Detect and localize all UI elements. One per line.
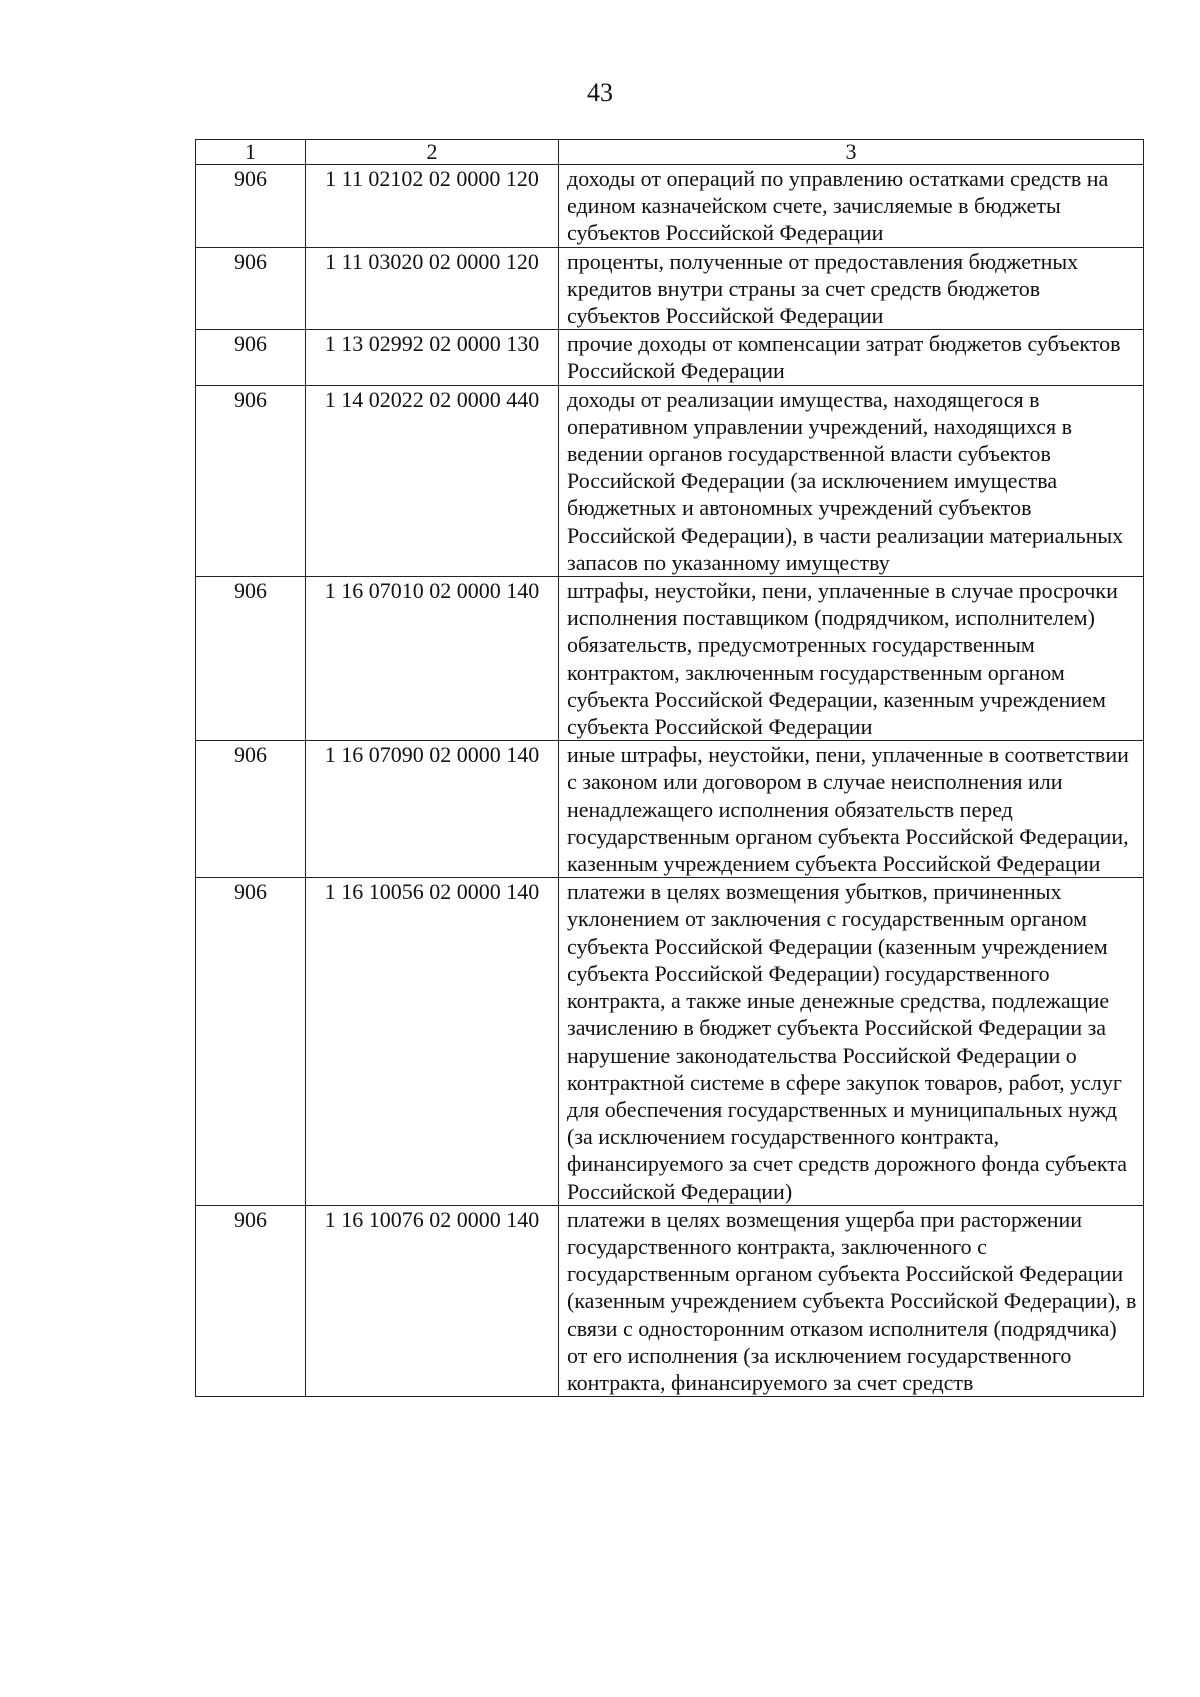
description-cell: иные штрафы, неустойки, пени, уплаченные в соответствии с законом или договором в случае неисполнения или ненадлежащего исполнения обязательств перед государственным органом субъекта Российской Федерации, казенным учреждением субъекта Российской Федерации xyxy=(559,741,1144,878)
table-row xyxy=(196,247,1144,330)
description-cell: платежи в целях возмещения ущерба при расторжении государственного контракта, заключенного с государственным органом субъекта Российской Федерации (казенным учреждением субъекта Российской Федерации), в связи с односторонним отказом исполнителя (подрядчика) от его исполнения (за исключением государственного контракта, финансируемого за счет средств xyxy=(559,1205,1144,1396)
table-header-row xyxy=(196,140,1144,165)
description-cell: штрафы, неустойки, пени, уплаченные в случае просрочки исполнения поставщиком (подрядчиком, исполнителем) обязательств, предусмотренных государственным контрактом, заключенным государственным органом субъекта Российской Федерации, казенным учреждением субъекта Российской Федерации xyxy=(559,577,1144,741)
budget-code-cell: 1 16 07010 02 0000 140 xyxy=(306,577,559,741)
page-number: 43 xyxy=(587,78,613,107)
admin-code-cell: 906 xyxy=(196,247,306,330)
table-row xyxy=(196,741,1144,878)
description-cell: прочие доходы от компенсации затрат бюджетов субъектов Российской Федерации xyxy=(559,330,1144,385)
budget-code-cell: 1 11 03020 02 0000 120 xyxy=(306,247,559,330)
budget-code-cell: 1 16 10076 02 0000 140 xyxy=(306,1205,559,1396)
table-row xyxy=(196,1205,1144,1396)
budget-code-cell: 1 16 07090 02 0000 140 xyxy=(306,741,559,878)
description-cell: доходы от реализации имущества, находящегося в оперативном управлении учреждений, находящихся в ведении органов государственной власти субъектов Российской Федерации (за исключением имущества бюджетных и автономных учреждений субъектов Российской Федерации), в части реализации материальных запасов по указанному имуществу xyxy=(559,385,1144,576)
description-cell: платежи в целях возмещения убытков, причиненных уклонением от заключения с государственным органом субъекта Российской Федерации (казенным учреждением субъекта Российской Федерации) государственного контракта, а также иные денежные средства, подлежащие зачислению в бюджет субъекта Российской Федерации за нарушение законодательства Российской Федерации о контрактной системе в сфере закупок товаров, работ, услуг для обеспечения государственных и муниципальных нужд (за исключением государственного контракта, финансируемого за счет средств дорожного фонда субъекта Российской Федерации) xyxy=(559,878,1144,1205)
table-row xyxy=(196,165,1144,248)
admin-code-cell: 906 xyxy=(196,330,306,385)
description-cell: доходы от операций по управлению остатками средств на едином казначейском счете, зачисляемые в бюджеты субъектов Российской Федерации xyxy=(559,165,1144,248)
budget-code-cell: 1 11 02102 02 0000 120 xyxy=(306,165,559,248)
description-cell: проценты, полученные от предоставления бюджетных кредитов внутри страны за счет средств бюджетов субъектов Российской Федерации xyxy=(559,247,1144,330)
column-header-2: 2 xyxy=(306,140,559,165)
budget-code-cell: 1 13 02992 02 0000 130 xyxy=(306,330,559,385)
admin-code-cell: 906 xyxy=(196,385,306,576)
admin-code-cell: 906 xyxy=(196,741,306,878)
admin-code-cell: 906 xyxy=(196,1205,306,1396)
table-row xyxy=(196,330,1144,385)
column-header-1: 1 xyxy=(196,140,306,165)
budget-code-cell: 1 14 02022 02 0000 440 xyxy=(306,385,559,576)
column-header-3: 3 xyxy=(559,140,1144,165)
admin-code-cell: 906 xyxy=(196,165,306,248)
table-row xyxy=(196,878,1144,1205)
table-row xyxy=(196,577,1144,741)
admin-code-cell: 906 xyxy=(196,577,306,741)
revenue-codes-table xyxy=(195,139,1144,1397)
budget-code-cell: 1 16 10056 02 0000 140 xyxy=(306,878,559,1205)
table-row xyxy=(196,385,1144,576)
admin-code-cell: 906 xyxy=(196,878,306,1205)
